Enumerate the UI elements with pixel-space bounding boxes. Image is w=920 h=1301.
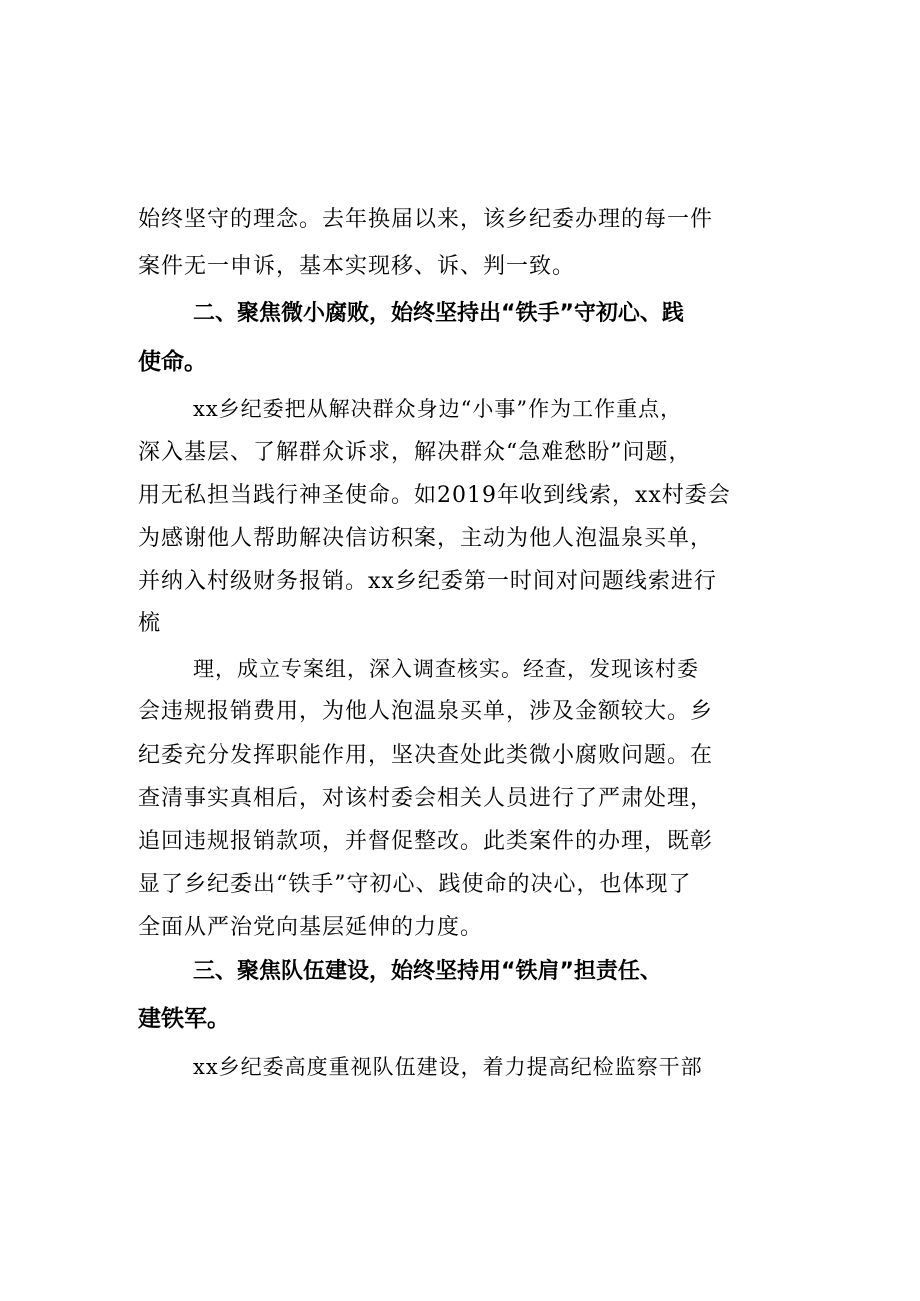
paragraph-line: 始终坚守的理念。去年换届以来，该乡纪委办理的每一件	[138, 207, 714, 232]
paragraph-line: 理，成立专案组，深入调查核实。经查，发现该村委	[193, 657, 699, 681]
section-heading: 使命。	[138, 349, 207, 375]
paragraph-line: 梳	[138, 611, 162, 636]
paragraph-line: xx乡纪委高度重视队伍建设，着力提高纪检监察干部	[193, 1055, 703, 1079]
section-heading: 三、聚焦队伍建设，始终坚持用“铁肩”担责任、	[193, 959, 662, 984]
paragraph-line: xx乡纪委把从解决群众身边“小事”作为工作重点，	[193, 397, 683, 421]
paragraph-line: 追回违规报销款项，并督促整改。此类案件的办理，既彰	[138, 829, 714, 854]
paragraph-line: 会违规报销费用，为他人泡温泉买单，涉及金额较大。乡	[138, 699, 714, 724]
paragraph-line: 查清事实真相后，对该村委会相关人员进行了严肃处理，	[138, 786, 714, 811]
paragraph-line: 全面从严治党向基层延伸的力度。	[138, 915, 484, 940]
paragraph-line: 显了乡纪委出“铁手”守初心、践使命的决心，也体现了	[138, 872, 692, 897]
paragraph-line: 用无私担当践行神圣使命。如2019年收到线索，xx村委会	[138, 483, 731, 508]
section-heading: 二、聚焦微小腐败，始终坚持出“铁手”守初心、践	[193, 301, 684, 326]
paragraph-line: 为感谢他人帮助解决信访积案，主动为他人泡温泉买单，	[138, 526, 714, 551]
paragraph-line: 案件无一申诉，基本实现移、诉、判一致。	[138, 254, 576, 279]
section-heading: 建铁军。	[138, 1006, 230, 1032]
paragraph-line: 深入基层、了解群众诉求，解决群众“急难愁盼”问题，	[138, 440, 692, 465]
paragraph-line: 并纳入村级财务报销。xx乡纪委第一时间对问题线索进行	[138, 569, 717, 594]
paragraph-line: 纪委充分发挥职能作用，坚决查处此类微小腐败问题。在	[138, 743, 714, 768]
